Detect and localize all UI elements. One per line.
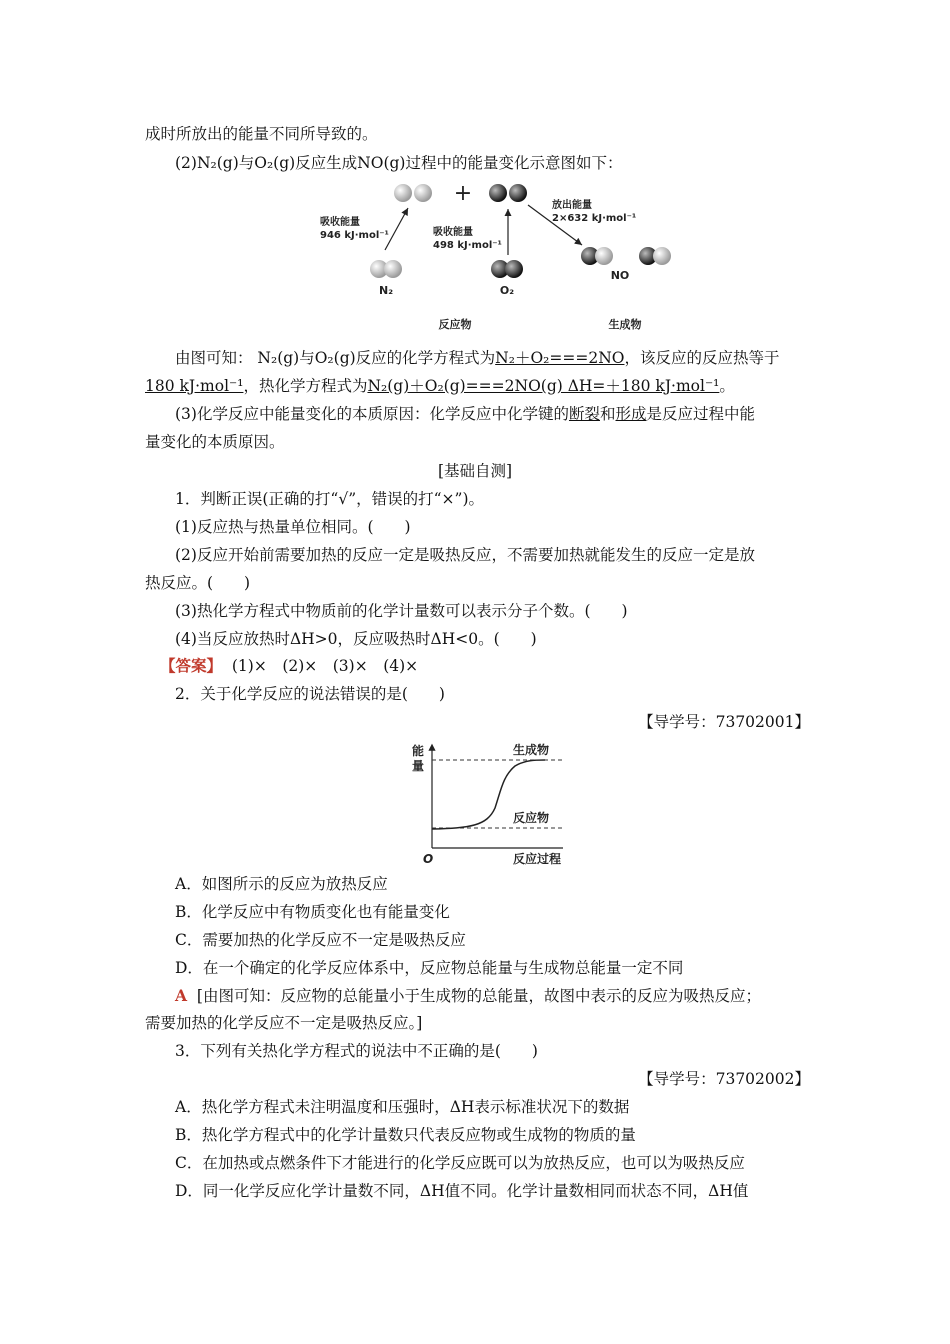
- text-span: 是反应过程中能: [646, 405, 756, 423]
- option: B．热化学方程式中的化学计量数只代表反应物或生成物的物质的量: [175, 1126, 636, 1144]
- option: C．在加热或点燃条件下才能进行的化学反应既可以为放热反应，也可以为吸热反应: [175, 1154, 745, 1172]
- absorb-value-2: 498 kJ·mol⁻¹: [433, 240, 502, 251]
- product-label: 生成物: [513, 743, 550, 757]
- absorb-label-2: 吸收能量: [433, 227, 473, 238]
- text-span: (3)化学反应中能量变化的本质原因：化学反应中化学键的: [175, 405, 569, 423]
- question-1-item: (2)反应开始前需要加热的反应一定是吸热反应，不需要加热就能发生的反应一定是放: [175, 546, 755, 564]
- text-line: 量变化的本质原因。: [145, 433, 285, 451]
- keyword-underlined: 形成: [615, 405, 647, 423]
- x-axis-label: 反应过程: [513, 852, 562, 866]
- absorb-arrow-n2: [385, 208, 408, 250]
- equation-underlined: N₂＋O₂===2NO: [495, 349, 625, 367]
- question-1-item: (4)当反应放热时ΔH>0，反应吸热时ΔH<0。( ): [175, 630, 537, 648]
- explanation-line: 需要加热的化学反应不一定是吸热反应。]: [145, 1014, 423, 1032]
- option: A．热化学方程式未注明温度和压强时，ΔH表示标准状况下的数据: [175, 1098, 630, 1116]
- text-span: 。: [719, 377, 735, 395]
- question-1-item: 热反应。( ): [145, 574, 251, 592]
- text-line: 成时所放出的能量不同所导致的。: [145, 125, 378, 143]
- n-atom: [394, 184, 412, 202]
- reactants-label: 反应物: [438, 318, 472, 331]
- explanation-line: [175, 986, 761, 1006]
- option: D．同一化学反应化学计量数不同，ΔH值不同。化学计量数相同而状态不同，ΔH值: [175, 1182, 749, 1200]
- release-arrow: [528, 205, 582, 245]
- no-molecule: [653, 247, 671, 265]
- guide-number: 【导学号：73702001】: [638, 713, 810, 731]
- text-span: 和: [599, 405, 616, 423]
- reaction-heat-underlined: 180 kJ·mol⁻¹: [145, 377, 244, 395]
- o2-label: O₂: [499, 284, 515, 297]
- keyword-underlined: 断裂: [568, 405, 600, 423]
- option: A．如图所示的反应为放热反应: [175, 875, 388, 893]
- answer-tag: 【答案】: [160, 656, 223, 675]
- n2-label: N₂: [378, 284, 394, 297]
- question-2: 2．关于化学反应的说法错误的是( ): [175, 685, 445, 703]
- plus-sign: +: [453, 181, 473, 206]
- no-label: NO: [610, 269, 630, 282]
- option: C．需要加热的化学反应不一定是吸热反应: [175, 931, 466, 949]
- energy-profile-chart: [395, 738, 580, 868]
- absorb-label-1: 吸收能量: [320, 217, 360, 228]
- question-3: 3．下列有关热化学方程式的说法中不正确的是( ): [175, 1042, 538, 1060]
- question-1-item: (3)热化学方程式中物质前的化学计量数可以表示分子个数。( ): [175, 602, 628, 620]
- y-axis-label: 量: [412, 759, 425, 773]
- o-atom: [509, 184, 527, 202]
- n2-molecule: [384, 260, 402, 278]
- answer-letter: A: [175, 986, 188, 1005]
- text-span: 由图可知： N₂(g)与O₂(g)反应的化学方程式为: [175, 349, 496, 367]
- question-1-item: (1)反应热与热量单位相同。( ): [175, 518, 411, 536]
- option: D．在一个确定的化学反应体系中，反应物总能量与生成物总能量一定不同: [175, 959, 684, 977]
- option: B．化学反应中有物质变化也有能量变化: [175, 903, 450, 921]
- n-atom: [414, 184, 432, 202]
- guide-number: 【导学号：73702002】: [638, 1070, 810, 1088]
- text-line: [175, 404, 755, 424]
- text-line: [175, 348, 779, 368]
- release-value: 2×632 kJ·mol⁻¹: [552, 213, 637, 224]
- explanation-text: [由图可知：反应物的总能量小于生成物的总能量，故图中表示的反应为吸热反应；: [196, 987, 761, 1005]
- no-molecule: [595, 247, 613, 265]
- bond-energy-diagram: [300, 175, 680, 340]
- o-atom: [489, 184, 507, 202]
- text-line: (2)N₂(g)与O₂(g)反应生成NO(g)过程中的能量变化示意图如下：: [175, 154, 623, 172]
- thermo-equation-underlined: N₂(g)＋O₂(g)===2NO(g) ΔH=＋180 kJ·mol⁻¹: [367, 377, 720, 395]
- products-label: 生成物: [608, 318, 642, 331]
- y-axis-label: 能: [412, 744, 425, 758]
- text-span: ，热化学方程式为: [243, 377, 368, 395]
- absorb-value-1: 946 kJ·mol⁻¹: [320, 230, 389, 241]
- o2-molecule: [505, 260, 523, 278]
- answer-line: [160, 656, 418, 676]
- section-heading: [基础自测]: [437, 462, 513, 480]
- question-1: 1．判断正误(正确的打“√”，错误的打“×”)。: [175, 490, 485, 508]
- reactant-label: 反应物: [513, 811, 550, 825]
- origin-label: O: [423, 852, 434, 866]
- answer-text: (1)× (2)× (3)× (4)×: [231, 657, 419, 675]
- text-span: ，该反应的反应热等于: [624, 349, 780, 367]
- release-label: 放出能量: [552, 200, 592, 211]
- text-line: [145, 376, 735, 396]
